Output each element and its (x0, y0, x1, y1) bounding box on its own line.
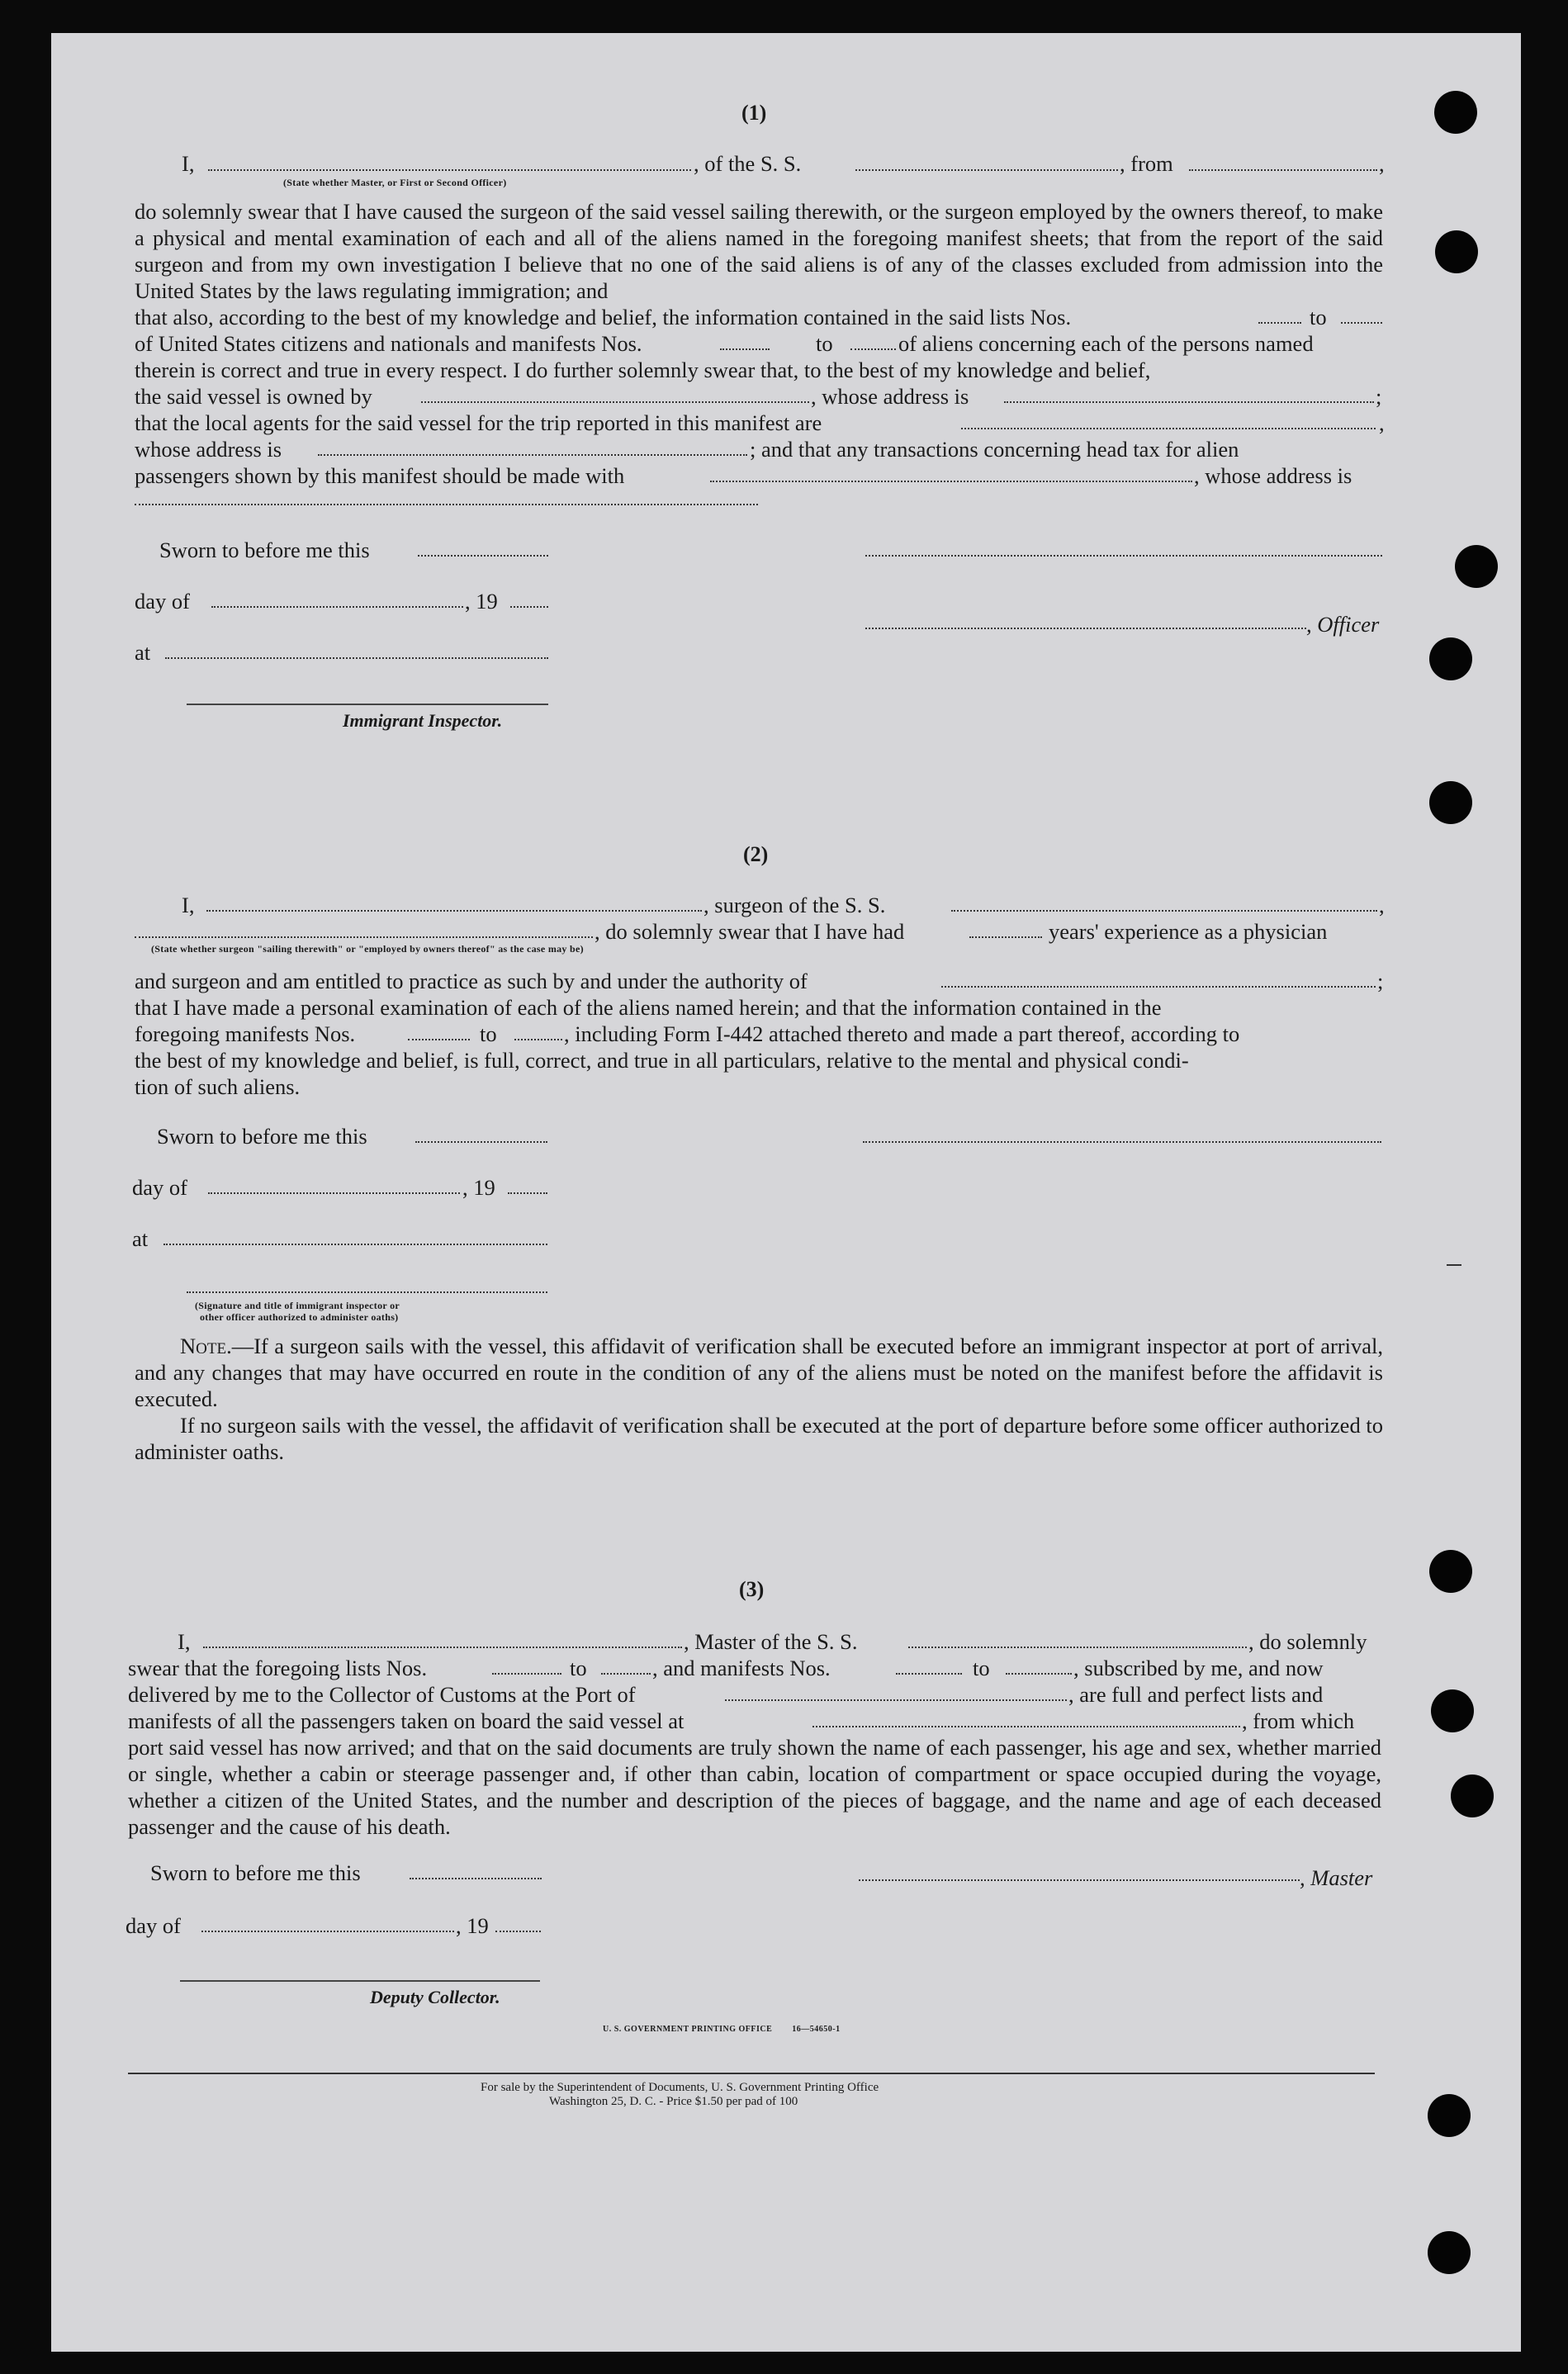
s3-manifests-at: manifests of all the passengers taken on board the said vessel at (128, 1708, 685, 1733)
s1-officer-label (1306, 611, 1379, 637)
s1-transactions-field[interactable] (710, 481, 1192, 482)
s1-manifest-to-field[interactable] (850, 348, 896, 350)
s2-manifest-from-field[interactable] (408, 1039, 470, 1040)
s1-nineteen: , 19 (465, 589, 498, 614)
s1-from-field[interactable] (1189, 169, 1377, 171)
s2-surgeon-of: , surgeon of the S. S. (703, 893, 886, 917)
s1-from: , from (1120, 151, 1173, 176)
s3-subscribed: , subscribed by me, and now (1073, 1656, 1324, 1680)
s1-day-of: day of (135, 589, 190, 614)
s3-manifest-from-field[interactable] (896, 1673, 962, 1675)
s3-master-text: , Master (1300, 1865, 1373, 1890)
gpo-imprint: U. S. GOVERNMENT PRINTING OFFICE 16—54650-1 (603, 2025, 841, 2034)
s1-day-field[interactable] (211, 606, 463, 608)
section-2-heading: (2) (743, 842, 769, 866)
s1-comma-2: , (1379, 410, 1385, 435)
s3-sworn: Sworn to before me this (150, 1860, 361, 1885)
s2-foregoing: foregoing manifests Nos. (135, 1021, 356, 1046)
s1-citizens-line: of United States citizens and nationals and manifests Nos. (135, 331, 642, 356)
punch-hole (1434, 91, 1477, 134)
s3-full-perfect: , are full and perfect lists and (1068, 1682, 1324, 1707)
s1-to: to (1310, 305, 1327, 329)
punch-hole (1431, 1689, 1474, 1732)
s1-at: at (135, 640, 151, 665)
s2-sailing-hint: (State whether surgeon "sailing therewith" or "employed by owners thereof" as the case may be) (151, 943, 584, 955)
s1-aliens-line: of aliens concerning each of the persons named (898, 331, 1314, 356)
s3-lead-i: I, (178, 1629, 191, 1654)
s1-officer-name-field[interactable] (208, 169, 691, 171)
s2-years: years' experience as a physician (1049, 919, 1328, 944)
s2-note (135, 1333, 1383, 1412)
s2-semicolon: ; (1377, 969, 1384, 993)
s3-embark-field[interactable] (812, 1726, 1240, 1727)
s2-sig-hint-2: other officer authorized to administer oaths) (200, 1311, 399, 1323)
s2-sworn: Sworn to before me this (157, 1124, 367, 1149)
s1-head-tax: ; and that any transactions concerning head tax for alien (750, 437, 1239, 462)
s2-sailing-field[interactable] (135, 936, 593, 938)
punch-hole (1429, 637, 1472, 680)
s2-tion: tion of such aliens. (135, 1074, 301, 1099)
s1-semicolon: ; (1376, 384, 1382, 409)
punch-hole (1455, 545, 1498, 588)
s2-note-text: —If a surgeon sails with the vessel, this affidavit of verification shall be executed before an immigrant inspector at port of arrival, and any changes that may have occurred en route in the condition of any of the aliens must be noted on the manifest before the affidavit is executed. (135, 1334, 1383, 1411)
s3-day-field[interactable] (201, 1931, 454, 1932)
s2-lead-i: I, (182, 893, 195, 917)
s2-at-field[interactable] (163, 1244, 547, 1245)
s1-local-agents: that the local agents for the said vessel for the trip reported in this manifest are (135, 410, 822, 435)
s3-from-which: , from which (1242, 1708, 1355, 1733)
s1-paragraph: do solemnly swear that I have caused the surgeon of the said vessel sailing therewith, or the surgeon employed by the owners thereof, to make a physical and mental examination of each and all of the aliens named in the foregoing manifest sheets; that from the report of the said surgeon and from my own investigation I believe that no one of the said aliens is of any of the classes excluded from admission into the United States by the laws regulating immigration; and (135, 199, 1383, 303)
s2-note-2: If no surgeon sails with the vessel, the affidavit of verification shall be executed at the port of departure before some officer authorized to administer oaths. (135, 1413, 1383, 1464)
s3-master-of: , Master of the S. S. (684, 1629, 858, 1654)
s2-to: to (480, 1021, 497, 1046)
s1-officer-text: , Officer (1306, 612, 1380, 637)
s3-year-field[interactable] (495, 1931, 541, 1932)
section-1-heading: (1) (741, 101, 767, 125)
s1-whose-address-end: , whose address is (1194, 463, 1352, 488)
s2-note-label: Note. (180, 1334, 232, 1358)
s1-manifest-from-field[interactable] (720, 348, 770, 350)
s2-at: at (132, 1226, 149, 1251)
footer-rule (128, 2073, 1375, 2074)
section-3-heading: (3) (739, 1577, 765, 1601)
s3-to: to (570, 1656, 587, 1680)
s1-owner-address-field[interactable] (1004, 401, 1374, 403)
s1-sworn: Sworn to before me this (159, 538, 370, 562)
s1-vessel-field[interactable] (855, 169, 1118, 171)
punch-hole (1451, 1775, 1494, 1817)
s1-lists-from-field[interactable] (1258, 322, 1301, 324)
s2-best: the best of my knowledge and belief, is full, correct, and true in all particulars, relative to the mental and physical condi- (135, 1048, 1189, 1073)
punch-hole (1429, 1550, 1472, 1593)
s1-correct-line: therein is correct and true in every respect. I do further solemnly swear that, to the best of my knowledge and belief, (135, 358, 1151, 382)
s3-vessel-field[interactable] (908, 1647, 1247, 1648)
s2-sig-hint-1: (Signature and title of immigrant inspector or (195, 1300, 400, 1311)
margin-mark (1447, 1264, 1461, 1266)
punch-hole (1428, 2094, 1471, 2137)
s3-lists-to-field[interactable] (601, 1673, 651, 1675)
s3-do-solemnly: , do solemnly (1248, 1629, 1367, 1654)
s2-years-field[interactable] (969, 936, 1042, 938)
s2-authority-field[interactable] (941, 986, 1376, 988)
s1-to-2: to (816, 331, 833, 356)
s2-comma: , (1379, 893, 1385, 917)
s1-whose-address: whose address is (135, 437, 282, 462)
s3-paragraph: port said vessel has now arrived; and that on the said documents are truly shown the name of each passenger, his age and sex, whether married or single, whether a cabin or steerage passenger and, if other than cabin, location of compartment or space occupied during the voyage, whether a citizen of the United States, and the number and description of the pieces of baggage, and the name and age of each deceased passenger and the cause of his death. (128, 1735, 1381, 1839)
sale-line-2: Washington 25, D. C. - Price $1.50 per pad of 100 (549, 2095, 798, 2108)
s1-of-ss: , of the S. S. (694, 151, 802, 176)
punch-hole (1435, 230, 1478, 273)
s1-comma: , (1379, 151, 1385, 176)
s2-authority: and surgeon and am entitled to practice as such by and under the authority of (135, 969, 808, 993)
s3-nineteen: , 19 (456, 1913, 489, 1938)
s2-manifest-to-field[interactable] (514, 1039, 562, 1040)
s3-master-label (1300, 1865, 1372, 1891)
s3-day-of: day of (126, 1913, 181, 1938)
s2-signature-field[interactable] (863, 1141, 1381, 1143)
s1-officer-hint: (State whether Master, or First or Second Officer) (283, 177, 507, 188)
s1-year-field[interactable] (510, 606, 548, 608)
s3-to-2: to (973, 1656, 990, 1680)
s2-vessel-field[interactable] (951, 910, 1377, 912)
s3-sworn-field[interactable] (410, 1878, 542, 1879)
punch-hole (1429, 781, 1472, 824)
s3-delivered: delivered by me to the Collector of Customs at the Port of (128, 1682, 636, 1707)
sale-line-1: For sale by the Superintendent of Documents, U. S. Government Printing Office (481, 2081, 879, 2094)
s1-owner-field[interactable] (421, 401, 809, 403)
s3-deputy-line (180, 1980, 540, 1982)
s3-lists-from-field[interactable] (492, 1673, 561, 1675)
s1-whose-address-is: , whose address is (811, 384, 969, 409)
s1-officer-title-field[interactable] (865, 628, 1306, 629)
s1-sworn-field[interactable] (418, 555, 548, 557)
s2-including: , including Form I-442 attached thereto and made a part thereof, according to (564, 1021, 1240, 1046)
s1-inspector-label: Immigrant Inspector. (343, 710, 503, 731)
s1-at-field[interactable] (165, 657, 548, 659)
s3-swear-lists: swear that the foregoing lists Nos. (128, 1656, 428, 1680)
s1-transactions-address-field[interactable] (135, 504, 758, 505)
s3-and-manifests: , and manifests Nos. (652, 1656, 831, 1680)
s2-sworn-field[interactable] (415, 1141, 547, 1143)
s2-day-field[interactable] (208, 1192, 460, 1194)
s1-lists-to-field[interactable] (1341, 322, 1382, 324)
s2-swear: , do solemnly swear that I have had (595, 919, 905, 944)
s1-agents-field[interactable] (961, 428, 1376, 429)
s1-inspector-line (187, 704, 548, 705)
s2-day-of: day of (132, 1175, 187, 1200)
s1-owned-by: the said vessel is owned by (135, 384, 372, 409)
s3-master-name-field[interactable] (203, 1647, 682, 1648)
s3-manifest-to-field[interactable] (1006, 1673, 1072, 1675)
s2-nineteen: , 19 (462, 1175, 495, 1200)
s1-lead-i: I, (182, 151, 195, 176)
s1-agents-address-field[interactable] (318, 454, 747, 456)
s1-lists-line: that also, according to the best of my knowledge and belief, the information contained in the said lists Nos. (135, 305, 1072, 329)
s3-master-sig-field[interactable] (859, 1879, 1300, 1881)
punch-hole (1428, 2231, 1471, 2274)
s2-surgeon-name-field[interactable] (206, 910, 702, 912)
s2-inspector-sig-field[interactable] (187, 1291, 547, 1293)
s2-exam: that I have made a personal examination of each of the aliens named herein; and that the information contained in the (135, 995, 1162, 1020)
s2-year-field[interactable] (508, 1192, 547, 1194)
s1-signature-field[interactable] (865, 555, 1382, 557)
s3-port-field[interactable] (725, 1699, 1067, 1701)
s1-passengers: passengers shown by this manifest should be made with (135, 463, 625, 488)
s3-deputy-label: Deputy Collector. (370, 1987, 500, 2007)
